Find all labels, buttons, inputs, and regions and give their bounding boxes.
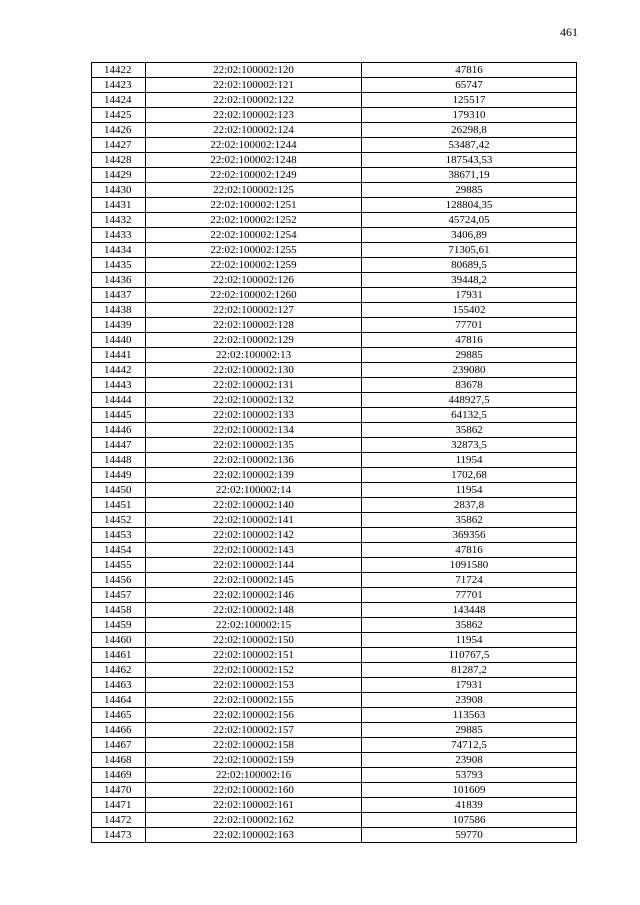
row-number-cell: 14423 [92,78,146,93]
value-cell: 239080 [362,363,577,378]
row-number-cell: 14449 [92,468,146,483]
cadastral-number-cell: 22:02:100002:143 [146,543,362,558]
cadastral-number-cell: 22:02:100002:1255 [146,243,362,258]
cadastral-number-cell: 22:02:100002:139 [146,468,362,483]
table-row [92,273,577,288]
table-row [92,63,577,78]
value-cell: 17931 [362,288,577,303]
value-cell: 35862 [362,423,577,438]
row-number-cell: 14464 [92,693,146,708]
value-cell: 35862 [362,618,577,633]
row-number-cell: 14427 [92,138,146,153]
cadastral-number-cell: 22:02:100002:159 [146,753,362,768]
table-row [92,78,577,93]
value-cell: 59770 [362,828,577,843]
value-cell: 1091580 [362,558,577,573]
value-cell: 39448,2 [362,273,577,288]
table-row [92,813,577,828]
cadastral-number-cell: 22:02:100002:126 [146,273,362,288]
table-row [92,348,577,363]
row-number-cell: 14471 [92,798,146,813]
row-number-cell: 14470 [92,783,146,798]
value-cell: 128804,35 [362,198,577,213]
table-row [92,138,577,153]
cadastral-number-cell: 22:02:100002:1252 [146,213,362,228]
row-number-cell: 14459 [92,618,146,633]
row-number-cell: 14430 [92,183,146,198]
table-row [92,618,577,633]
value-cell: 23908 [362,753,577,768]
row-number-cell: 14469 [92,768,146,783]
cadastral-number-cell: 22:02:100002:1260 [146,288,362,303]
table-row [92,93,577,108]
cadastral-number-cell: 22:02:100002:135 [146,438,362,453]
row-number-cell: 14457 [92,588,146,603]
row-number-cell: 14444 [92,393,146,408]
cadastral-number-cell: 22:02:100002:132 [146,393,362,408]
table-row [92,258,577,273]
value-cell: 110767,5 [362,648,577,663]
row-number-cell: 14428 [92,153,146,168]
row-number-cell: 14439 [92,318,146,333]
value-cell: 80689,5 [362,258,577,273]
table-row [92,468,577,483]
cadastral-number-cell: 22:02:100002:120 [146,63,362,78]
table-row [92,183,577,198]
row-number-cell: 14435 [92,258,146,273]
value-cell: 17931 [362,678,577,693]
table-row [92,393,577,408]
row-number-cell: 14468 [92,753,146,768]
value-cell: 11954 [362,453,577,468]
table-row [92,228,577,243]
table-row [92,363,577,378]
table-row [92,498,577,513]
cadastral-number-cell: 22:02:100002:162 [146,813,362,828]
table-row [92,558,577,573]
table-row [92,318,577,333]
value-cell: 1702,68 [362,468,577,483]
table-row [92,153,577,168]
value-cell: 32873,5 [362,438,577,453]
cadastral-number-cell: 22:02:100002:133 [146,408,362,423]
row-number-cell: 14463 [92,678,146,693]
value-cell: 113563 [362,708,577,723]
value-cell: 3406,89 [362,228,577,243]
row-number-cell: 14460 [92,633,146,648]
table-row [92,168,577,183]
cadastral-number-cell: 22:02:100002:155 [146,693,362,708]
cadastral-number-cell: 22:02:100002:1259 [146,258,362,273]
row-number-cell: 14447 [92,438,146,453]
row-number-cell: 14473 [92,828,146,843]
table-row [92,243,577,258]
row-number-cell: 14453 [92,528,146,543]
value-cell: 71724 [362,573,577,588]
cadastral-number-cell: 22:02:100002:150 [146,633,362,648]
value-cell: 125517 [362,93,577,108]
table-row [92,378,577,393]
cadastral-number-cell: 22:02:100002:129 [146,333,362,348]
cadastral-number-cell: 22:02:100002:1248 [146,153,362,168]
value-cell: 64132,5 [362,408,577,423]
row-number-cell: 14467 [92,738,146,753]
cadastral-number-cell: 22:02:100002:146 [146,588,362,603]
row-number-cell: 14440 [92,333,146,348]
table-row [92,408,577,423]
table-row [92,198,577,213]
value-cell: 47816 [362,543,577,558]
cadastral-number-cell: 22:02:100002:130 [146,363,362,378]
row-number-cell: 14424 [92,93,146,108]
table-row [92,768,577,783]
row-number-cell: 14425 [92,108,146,123]
row-number-cell: 14434 [92,243,146,258]
cadastral-number-cell: 22:02:100002:124 [146,123,362,138]
value-cell: 53487,42 [362,138,577,153]
table-row [92,423,577,438]
table-row [92,513,577,528]
cadastral-number-cell: 22:02:100002:1254 [146,228,362,243]
row-number-cell: 14432 [92,213,146,228]
table-row [92,303,577,318]
cadastral-number-cell: 22:02:100002:153 [146,678,362,693]
table-row [92,483,577,498]
table-row [92,798,577,813]
table-row [92,738,577,753]
value-cell: 45724,05 [362,213,577,228]
row-number-cell: 14454 [92,543,146,558]
row-number-cell: 14462 [92,663,146,678]
cadastral-number-cell: 22:02:100002:141 [146,513,362,528]
table-row [92,543,577,558]
table-row [92,648,577,663]
cadastral-number-cell: 22:02:100002:160 [146,783,362,798]
row-number-cell: 14436 [92,273,146,288]
row-number-cell: 14441 [92,348,146,363]
cadastral-number-cell: 22:02:100002:136 [146,453,362,468]
table-row [92,108,577,123]
table-row [92,288,577,303]
cadastral-number-cell: 22:02:100002:148 [146,603,362,618]
value-cell: 107586 [362,813,577,828]
cadastral-number-cell: 22:02:100002:14 [146,483,362,498]
table-row [92,438,577,453]
row-number-cell: 14452 [92,513,146,528]
row-number-cell: 14472 [92,813,146,828]
cadastral-number-cell: 22:02:100002:156 [146,708,362,723]
value-cell: 38671,19 [362,168,577,183]
cadastral-number-cell: 22:02:100002:128 [146,318,362,333]
table-row [92,453,577,468]
value-cell: 11954 [362,483,577,498]
row-number-cell: 14429 [92,168,146,183]
row-number-cell: 14422 [92,63,146,78]
cadastral-number-cell: 22:02:100002:122 [146,93,362,108]
row-number-cell: 14466 [92,723,146,738]
value-cell: 11954 [362,633,577,648]
value-cell: 41839 [362,798,577,813]
cadastral-number-cell: 22:02:100002:16 [146,768,362,783]
table-row [92,678,577,693]
cadastral-number-cell: 22:02:100002:152 [146,663,362,678]
table-row [92,693,577,708]
table-row [92,783,577,798]
cadastral-number-cell: 22:02:100002:158 [146,738,362,753]
row-number-cell: 14456 [92,573,146,588]
row-number-cell: 14438 [92,303,146,318]
value-cell: 29885 [362,183,577,198]
row-number-cell: 14437 [92,288,146,303]
row-number-cell: 14448 [92,453,146,468]
value-cell: 53793 [362,768,577,783]
value-cell: 448927,5 [362,393,577,408]
table-row [92,723,577,738]
table-row [92,708,577,723]
row-number-cell: 14433 [92,228,146,243]
row-number-cell: 14450 [92,483,146,498]
value-cell: 179310 [362,108,577,123]
row-number-cell: 14446 [92,423,146,438]
value-cell: 81287,2 [362,663,577,678]
table-row [92,828,577,843]
row-number-cell: 14461 [92,648,146,663]
cadastral-number-cell: 22:02:100002:15 [146,618,362,633]
cadastral-number-cell: 22:02:100002:123 [146,108,362,123]
row-number-cell: 14465 [92,708,146,723]
cadastral-number-cell: 22:02:100002:134 [146,423,362,438]
table-row [92,588,577,603]
table-body [92,63,577,843]
table-row [92,528,577,543]
value-cell: 47816 [362,333,577,348]
row-number-cell: 14426 [92,123,146,138]
cadastral-number-cell: 22:02:100002:144 [146,558,362,573]
row-number-cell: 14455 [92,558,146,573]
cadastral-number-cell: 22:02:100002:161 [146,798,362,813]
cadastral-number-cell: 22:02:100002:157 [146,723,362,738]
value-cell: 29885 [362,348,577,363]
cadastral-number-cell: 22:02:100002:151 [146,648,362,663]
cadastral-number-cell: 22:02:100002:145 [146,573,362,588]
value-cell: 23908 [362,693,577,708]
cadastral-number-cell: 22:02:100002:163 [146,828,362,843]
value-cell: 2837,8 [362,498,577,513]
cadastral-number-cell: 22:02:100002:140 [146,498,362,513]
row-number-cell: 14445 [92,408,146,423]
cadastral-number-cell: 22:02:100002:1249 [146,168,362,183]
row-number-cell: 14458 [92,603,146,618]
value-cell: 77701 [362,318,577,333]
page-number: 461 [560,25,578,39]
value-cell: 187543,53 [362,153,577,168]
row-number-cell: 14431 [92,198,146,213]
cadastral-number-cell: 22:02:100002:1244 [146,138,362,153]
table-row [92,213,577,228]
row-number-cell: 14442 [92,363,146,378]
table-row [92,633,577,648]
cadastral-number-cell: 22:02:100002:127 [146,303,362,318]
cadastral-number-cell: 22:02:100002:13 [146,348,362,363]
value-cell: 369356 [362,528,577,543]
table-row [92,573,577,588]
value-cell: 101609 [362,783,577,798]
value-cell: 65747 [362,78,577,93]
table-row [92,753,577,768]
table-row [92,333,577,348]
cadastral-number-cell: 22:02:100002:125 [146,183,362,198]
value-cell: 71305,61 [362,243,577,258]
table-row [92,123,577,138]
value-cell: 143448 [362,603,577,618]
table-row [92,603,577,618]
cadastral-table [91,62,577,843]
value-cell: 47816 [362,63,577,78]
value-cell: 35862 [362,513,577,528]
cadastral-number-cell: 22:02:100002:142 [146,528,362,543]
value-cell: 26298,8 [362,123,577,138]
row-number-cell: 14443 [92,378,146,393]
value-cell: 155402 [362,303,577,318]
value-cell: 29885 [362,723,577,738]
value-cell: 83678 [362,378,577,393]
value-cell: 77701 [362,588,577,603]
cadastral-number-cell: 22:02:100002:121 [146,78,362,93]
cadastral-number-cell: 22:02:100002:1251 [146,198,362,213]
row-number-cell: 14451 [92,498,146,513]
table-row [92,663,577,678]
cadastral-number-cell: 22:02:100002:131 [146,378,362,393]
value-cell: 74712,5 [362,738,577,753]
